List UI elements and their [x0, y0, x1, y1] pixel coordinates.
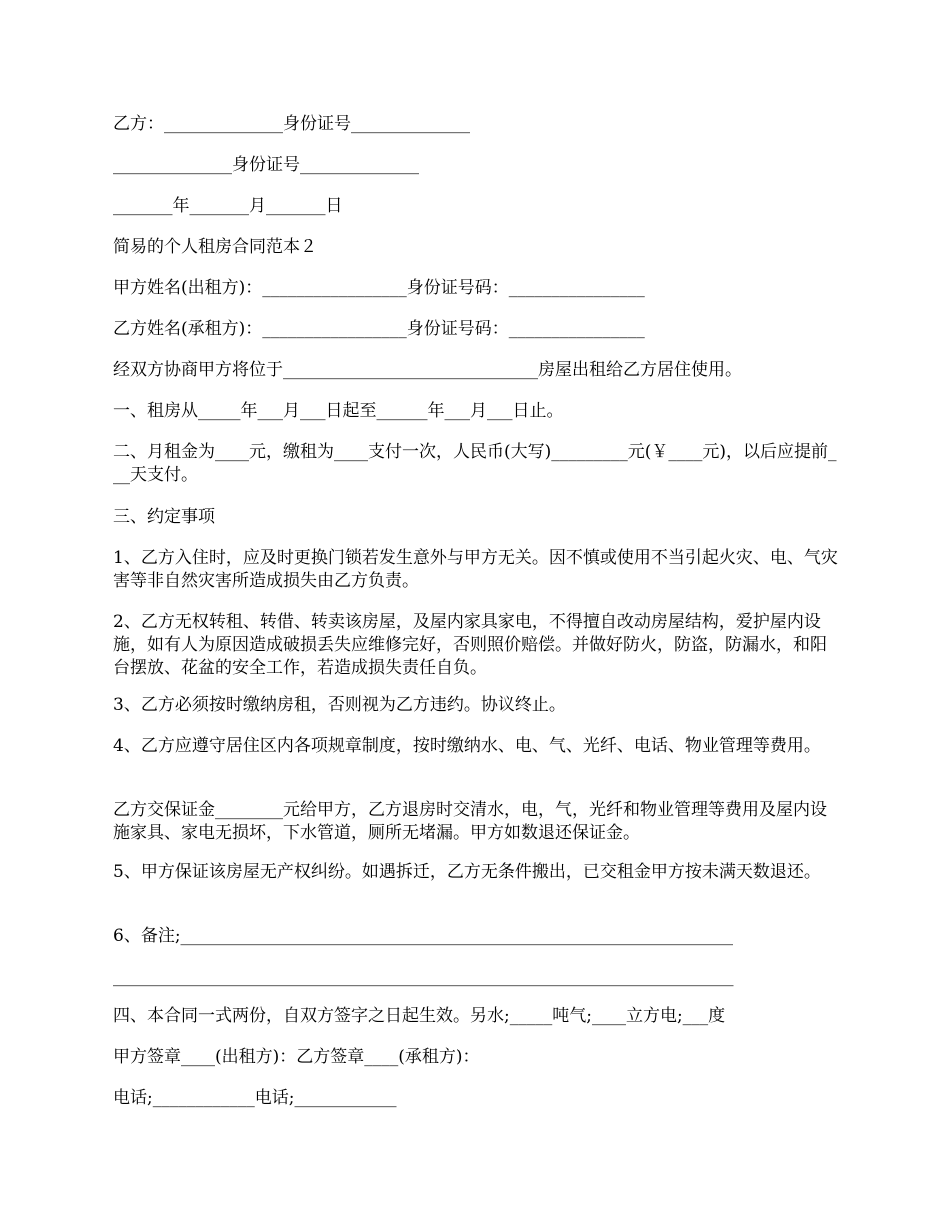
phone-line: 电话;____________电话;____________ [113, 1088, 397, 1108]
date-line: _______年_______月_______日 [113, 196, 343, 216]
property-location-line: 经双方协商甲方将位于______________________________房屋出租给乙方居住使用。 [113, 360, 742, 380]
term-3: 3、乙方必须按时缴纳房租，否则视为乙方违约。协议终止。 [113, 695, 566, 715]
term-1: 1、乙方入住时，应及时更换门锁若发生意外与甲方无关。因不慎或使用不当引起火灾、电、气灾害等非自然灾害所造成损失由乙方负责。 [113, 548, 838, 591]
clause-3-heading: 三、约定事项 [113, 507, 215, 527]
party-b-id-line: 乙方：______________身份证号______________ [113, 114, 470, 134]
document-title: 简易的个人租房合同范本２ [113, 237, 317, 257]
deposit-term: 乙方交保证金________元给甲方，乙方退房时交清水，电，气，光纤和物业管理等费用及屋内设施家具、家电无损坏，下水管道，厕所无堵漏。甲方如数退还保证金。 [113, 800, 827, 843]
term-4: 4、乙方应遵守居住区内各项规章制度，按时缴纳水、电、气、光纤、电话、物业管理等费用。 [113, 736, 821, 756]
clause-4-effect: 四、本合同一式两份，自双方签字之日起生效。另水;_____吨气;____立方电;___度 [113, 1006, 726, 1026]
clause-2-rent: 二、月租金为____元，缴租为____支付一次，人民币(大写)_________元(￥____元)，以后应提前___天支付。 [113, 442, 837, 485]
landlord-info-line: 甲方姓名(出租方)：_________________身份证号码：________________ [113, 278, 645, 298]
tenant-info-line: 乙方姓名(承租方)：_________________身份证号码：________________ [113, 319, 645, 339]
term-2: 2、乙方无权转租、转借、转卖该房屋，及屋内家具家电，不得擅自改动房屋结构，爱护屋内设施，如有人为原因造成破损丢失应维修完好，否则照价赔偿。并做好防火，防盗，防漏水，和阳台摆放、花盆的安全工作，若造成损失责任自负。 [113, 612, 827, 678]
term-5: 5、甲方保证该房屋无产权纠纷。如遇拆迁，乙方无条件搬出，已交租金甲方按未满天数退还。 [113, 862, 821, 882]
party-b-id-line-2: ______________身份证号______________ [113, 155, 419, 175]
remarks-blank-line: _________________________________________________________________________ [113, 967, 734, 987]
clause-1-rental-period: 一、租房从_____年___月___日起至______年___月___日止。 [113, 401, 564, 421]
remarks-line: 6、备注;_________________________________________________________________ [113, 926, 734, 946]
signature-line: 甲方签章____(出租方)：乙方签章____(承租方)： [113, 1047, 480, 1067]
